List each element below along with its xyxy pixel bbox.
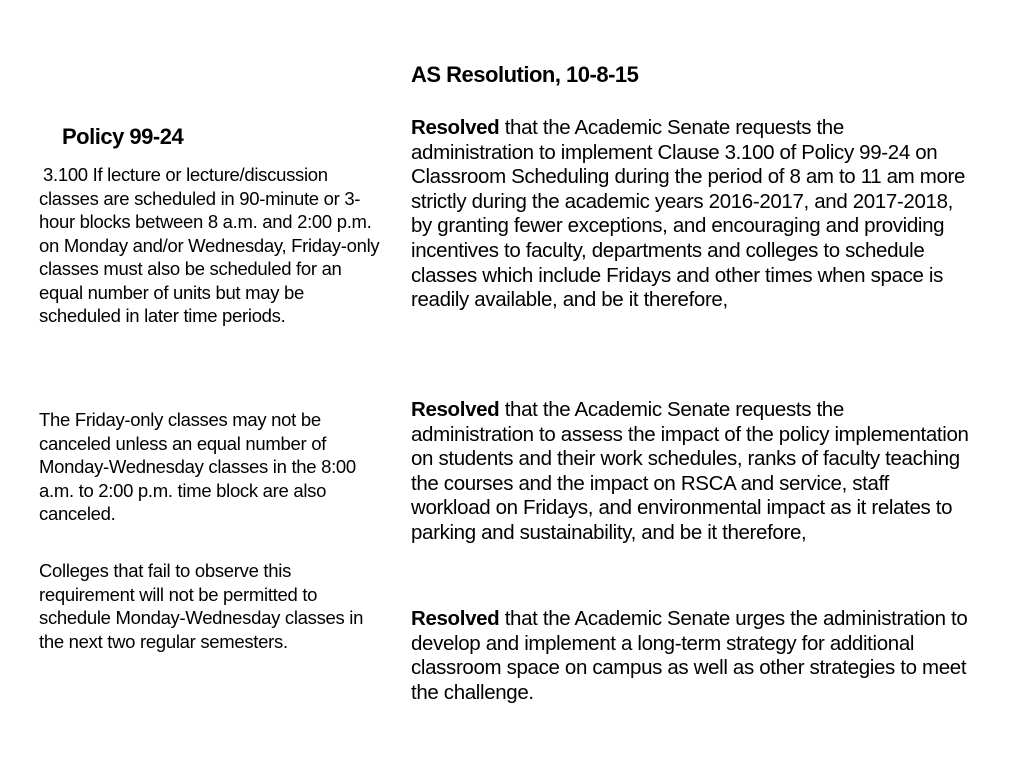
resolution-text: that the Academic Senate requests the administration to assess the impact of the policy implementation on students and their work schedules, ranks of faculty teaching the courses and the impact on RSCA and service, staff workload on Fridays, and environmental impact as it relates to parking and sustainability, and be it therefore, xyxy=(411,398,969,544)
resolution-text: that the Academic Senate requests the administration to implement Clause 3.100 of Policy 99-24 on Classroom Scheduling during the period of 8 am to 11 am more strictly during the academic years 2016-2017, and 2017-2018, by granting fewer exceptions, and encouraging and providing incentives to faculty, departments and colleges to schedule classes which include Fridays and other times when space is readily available, and be it therefore, xyxy=(411,116,966,312)
resolved-label: Resolved xyxy=(411,116,500,139)
resolution-paragraph-2 xyxy=(411,398,971,546)
resolution-title: AS Resolution, 10-8-15 xyxy=(411,62,639,87)
resolved-label: Resolved xyxy=(411,398,500,421)
policy-title: Policy 99-24 xyxy=(62,124,184,149)
resolved-label: Resolved xyxy=(411,607,500,630)
resolution-paragraph-3 xyxy=(411,607,971,705)
resolution-paragraph-1 xyxy=(411,116,971,313)
policy-paragraph-3: Colleges that fail to observe this requirement will not be permitted to schedule Monday-Wednesday classes in the next two regular semesters. xyxy=(39,560,364,652)
resolution-text: that the Academic Senate urges the administration to develop and implement a long-term strategy for additional classroom space on campus as well as other strategies to meet the challenge. xyxy=(411,607,968,704)
policy-paragraph-1: 3.100 If lecture or lecture/discussion classes are scheduled in 90-minute or 3-hour blocks between 8 a.m. and 2:00 p.m. on Monday and/or Wednesday, Friday-only classes must also be scheduled for an equal number of units but may be scheduled in later time periods. xyxy=(39,164,380,326)
policy-paragraph-2: The Friday-only classes may not be canceled unless an equal number of Monday-Wednesday classes in the 8:00 a.m. to 2:00 p.m. time block are also canceled. xyxy=(39,409,356,524)
